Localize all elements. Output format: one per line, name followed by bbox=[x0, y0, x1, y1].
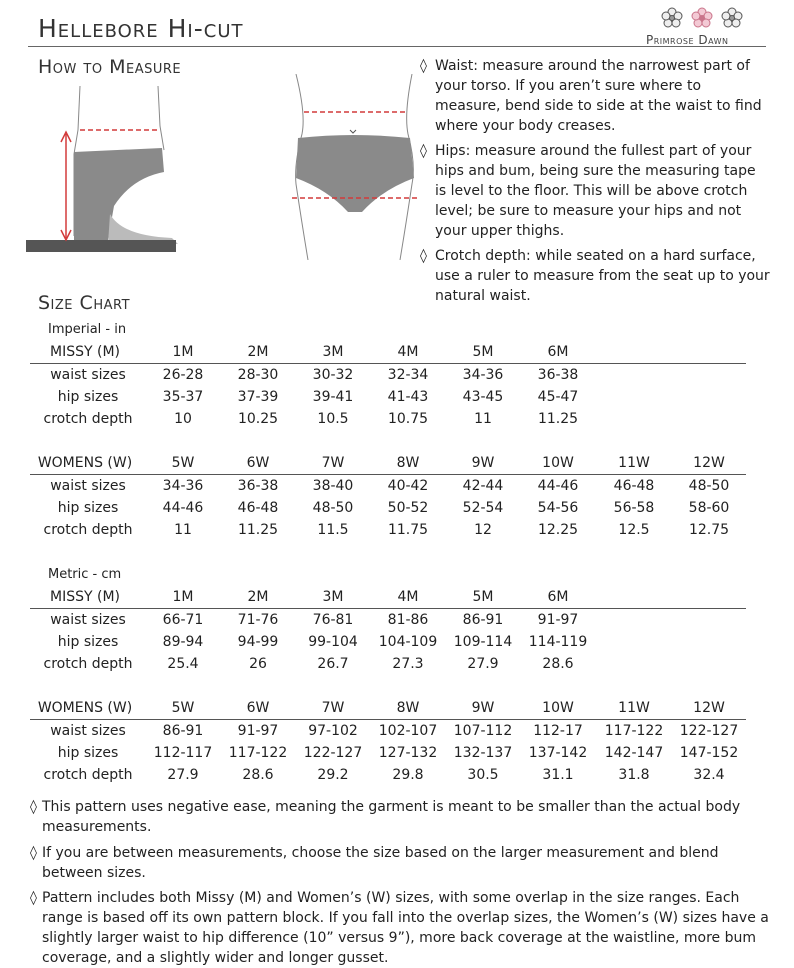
table-cell: 147-152 bbox=[679, 745, 739, 761]
table-cell: 44-46 bbox=[162, 500, 204, 516]
table-cell: 38-40 bbox=[312, 478, 354, 494]
diamond-bullet-icon: ◊ bbox=[420, 58, 427, 74]
note-size-ranges: ◊ Pattern includes both Missy (M) and Women’s (W) sizes, with some overlap in the size ranges. Each range is based off its own pattern block. If you fall into the overlap sizes, the Women’s (W) sizes have a slightly larger waist to hip difference (10” versus 9”), more back coverage at the waistline, more bum coverage, and a slightly wider and longer gusset. bbox=[30, 890, 769, 966]
flower-icon bbox=[662, 8, 682, 27]
table-cell: 89-94 bbox=[162, 634, 204, 650]
table-cell: 29.2 bbox=[317, 767, 349, 783]
table-cell: 37-39 bbox=[237, 389, 279, 405]
size-label: 10W bbox=[542, 700, 574, 716]
diamond-bullet-icon: ◊ bbox=[30, 799, 37, 815]
table-cell: 94-99 bbox=[237, 634, 279, 650]
table-cell: 54-56 bbox=[537, 500, 579, 516]
table-row bbox=[0, 767, 794, 789]
table-cell: 30-32 bbox=[312, 367, 354, 383]
table-cell: 26 bbox=[249, 656, 267, 672]
table-cell: 122-127 bbox=[303, 745, 363, 761]
table-cell: 46-48 bbox=[237, 500, 279, 516]
row-label: hip sizes bbox=[57, 389, 119, 405]
table-cell: 26-28 bbox=[162, 367, 204, 383]
size-label: 1M bbox=[172, 344, 194, 360]
table-cell: 12.5 bbox=[618, 522, 650, 538]
table-row bbox=[0, 656, 794, 678]
table-cell: 32-34 bbox=[387, 367, 429, 383]
table-cell: 76-81 bbox=[312, 612, 354, 628]
table-cell: 112-17 bbox=[533, 723, 583, 739]
table-row bbox=[0, 367, 794, 389]
table-cell: 112-117 bbox=[153, 745, 213, 761]
table-row bbox=[0, 478, 794, 500]
table-row bbox=[0, 723, 794, 745]
size-label: 6W bbox=[246, 455, 270, 471]
table-rule bbox=[30, 719, 746, 720]
size-label: 5M bbox=[472, 589, 494, 605]
table-row bbox=[0, 389, 794, 411]
row-label: hip sizes bbox=[57, 634, 119, 650]
unit-label: Imperial - in bbox=[48, 322, 127, 337]
size-chart-heading: Size Chart bbox=[38, 292, 131, 314]
size-label: 5W bbox=[171, 700, 195, 716]
table-cell: 10 bbox=[174, 411, 192, 427]
table-cell: 10.25 bbox=[237, 411, 279, 427]
front-view-illustration bbox=[288, 74, 422, 260]
table-cell: 32.4 bbox=[693, 767, 725, 783]
table-cell: 27.9 bbox=[167, 767, 199, 783]
table-cell: 40-42 bbox=[387, 478, 429, 494]
table-cell: 28.6 bbox=[242, 767, 274, 783]
table-cell: 39-41 bbox=[312, 389, 354, 405]
table-cell: 114-119 bbox=[528, 634, 588, 650]
table-cell: 34-36 bbox=[462, 367, 504, 383]
table-cell: 122-127 bbox=[679, 723, 739, 739]
row-label: waist sizes bbox=[50, 478, 126, 494]
size-label: 7W bbox=[321, 700, 345, 716]
diamond-bullet-icon: ◊ bbox=[420, 248, 427, 264]
diamond-bullet-icon: ◊ bbox=[30, 890, 37, 906]
size-label: 11W bbox=[618, 455, 650, 471]
table-cell: 31.8 bbox=[618, 767, 650, 783]
table-cell: 58-60 bbox=[688, 500, 730, 516]
size-label: 2M bbox=[247, 589, 269, 605]
size-group-label: WOMENS (W) bbox=[37, 455, 133, 471]
table-cell: 35-37 bbox=[162, 389, 204, 405]
instruction-waist: ◊ Waist: measure around the narrowest part of your torso. If you aren’t sure where to measure, bend side to side at the waist to find where your body creases. bbox=[420, 58, 762, 134]
diamond-bullet-icon: ◊ bbox=[30, 845, 37, 861]
table-cell: 117-122 bbox=[604, 723, 664, 739]
size-label: 6M bbox=[547, 589, 569, 605]
row-label: crotch depth bbox=[43, 522, 133, 538]
table-cell: 11.25 bbox=[237, 522, 279, 538]
size-label: 11W bbox=[618, 700, 650, 716]
table-cell: 27.9 bbox=[467, 656, 499, 672]
table-cell: 91-97 bbox=[237, 723, 279, 739]
table-cell: 99-104 bbox=[308, 634, 358, 650]
table-cell: 142-147 bbox=[604, 745, 664, 761]
note-negative-ease: ◊ This pattern uses negative ease, meaning the garment is meant to be smaller than the actual body measurements. bbox=[30, 799, 741, 835]
table-cell: 48-50 bbox=[312, 500, 354, 516]
table-cell: 71-76 bbox=[237, 612, 279, 628]
table-cell: 28.6 bbox=[542, 656, 574, 672]
table-cell: 29.8 bbox=[392, 767, 424, 783]
table-row bbox=[0, 612, 794, 634]
table-cell: 36-38 bbox=[237, 478, 279, 494]
flower-icon bbox=[692, 8, 712, 27]
table-cell: 11.5 bbox=[317, 522, 349, 538]
table-cell: 12.25 bbox=[537, 522, 579, 538]
table-cell: 127-132 bbox=[378, 745, 438, 761]
table-cell: 28-30 bbox=[237, 367, 279, 383]
table-rule bbox=[30, 363, 746, 364]
table-cell: 34-36 bbox=[162, 478, 204, 494]
table-cell: 66-71 bbox=[162, 612, 204, 628]
side-view-illustration bbox=[22, 86, 182, 254]
flower-icon bbox=[722, 8, 742, 27]
size-label: 2M bbox=[247, 344, 269, 360]
row-label: crotch depth bbox=[43, 656, 133, 672]
table-cell: 11 bbox=[174, 522, 192, 538]
table-cell: 31.1 bbox=[542, 767, 574, 783]
instruction-hips: ◊ Hips: measure around the fullest part of your hips and bum, being sure the measuring tape is level to the floor. This will be above crotch level; be sure to measure your hips and not your upper thighs. bbox=[420, 143, 756, 239]
table-cell: 10.5 bbox=[317, 411, 349, 427]
size-label: 12W bbox=[693, 700, 725, 716]
row-label: crotch depth bbox=[43, 767, 133, 783]
row-label: crotch depth bbox=[43, 411, 133, 427]
table-cell: 43-45 bbox=[462, 389, 504, 405]
size-group-label: WOMENS (W) bbox=[37, 700, 133, 716]
unit-label: Metric - cm bbox=[48, 567, 122, 582]
table-cell: 52-54 bbox=[462, 500, 504, 516]
row-label: waist sizes bbox=[50, 723, 126, 739]
size-label: 9W bbox=[471, 455, 495, 471]
pattern-title: Hellebore Hi-cut bbox=[38, 14, 244, 43]
size-label: 5W bbox=[171, 455, 195, 471]
table-cell: 26.7 bbox=[317, 656, 349, 672]
size-label: 7W bbox=[321, 455, 345, 471]
table-row bbox=[0, 634, 794, 656]
table-cell: 44-46 bbox=[537, 478, 579, 494]
table-cell: 11 bbox=[474, 411, 492, 427]
table-cell: 27.3 bbox=[392, 656, 424, 672]
table-cell: 50-52 bbox=[387, 500, 429, 516]
instruction-crotch-depth: ◊ Crotch depth: while seated on a hard surface, use a ruler to measure from the seat up to your natural waist. bbox=[420, 248, 770, 304]
table-rule bbox=[30, 608, 746, 609]
table-cell: 86-91 bbox=[162, 723, 204, 739]
table-cell: 91-97 bbox=[537, 612, 579, 628]
size-label: 10W bbox=[542, 455, 574, 471]
table-cell: 97-102 bbox=[308, 723, 358, 739]
size-label: 6M bbox=[547, 344, 569, 360]
size-label: 3M bbox=[322, 344, 344, 360]
table-cell: 11.25 bbox=[537, 411, 579, 427]
size-label: 9W bbox=[471, 700, 495, 716]
table-cell: 81-86 bbox=[387, 612, 429, 628]
row-label: waist sizes bbox=[50, 367, 126, 383]
how-to-measure-heading: How to Measure bbox=[38, 56, 182, 78]
table-cell: 42-44 bbox=[462, 478, 504, 494]
table-cell: 132-137 bbox=[453, 745, 513, 761]
table-cell: 41-43 bbox=[387, 389, 429, 405]
size-label: 8W bbox=[396, 455, 420, 471]
table-cell: 25.4 bbox=[167, 656, 199, 672]
table-cell: 10.75 bbox=[387, 411, 429, 427]
table-cell: 109-114 bbox=[453, 634, 513, 650]
table-cell: 56-58 bbox=[613, 500, 655, 516]
table-cell: 107-112 bbox=[453, 723, 513, 739]
note-between-sizes: ◊ If you are between measurements, choose the size based on the larger measurement and blend between sizes. bbox=[30, 845, 719, 881]
size-group-label: MISSY (M) bbox=[50, 589, 120, 605]
brand-name: Primrose Dawn bbox=[646, 33, 729, 47]
table-cell: 117-122 bbox=[228, 745, 288, 761]
table-cell: 137-142 bbox=[528, 745, 588, 761]
table-row bbox=[0, 500, 794, 522]
table-cell: 102-107 bbox=[378, 723, 438, 739]
size-label: 1M bbox=[172, 589, 194, 605]
table-cell: 86-91 bbox=[462, 612, 504, 628]
size-label: 4M bbox=[397, 589, 419, 605]
table-cell: 46-48 bbox=[613, 478, 655, 494]
row-label: waist sizes bbox=[50, 612, 126, 628]
table-cell: 48-50 bbox=[688, 478, 730, 494]
table-cell: 11.75 bbox=[387, 522, 429, 538]
table-cell: 104-109 bbox=[378, 634, 438, 650]
row-label: hip sizes bbox=[57, 500, 119, 516]
diamond-bullet-icon: ◊ bbox=[420, 143, 427, 159]
table-row bbox=[0, 745, 794, 767]
size-label: 6W bbox=[246, 700, 270, 716]
table-row bbox=[0, 522, 794, 544]
size-label: 5M bbox=[472, 344, 494, 360]
table-row bbox=[0, 411, 794, 433]
size-label: 4M bbox=[397, 344, 419, 360]
row-label: hip sizes bbox=[57, 745, 119, 761]
size-label: 12W bbox=[693, 455, 725, 471]
table-cell: 36-38 bbox=[537, 367, 579, 383]
table-cell: 12 bbox=[474, 522, 492, 538]
size-label: 8W bbox=[396, 700, 420, 716]
table-cell: 12.75 bbox=[688, 522, 730, 538]
table-cell: 45-47 bbox=[537, 389, 579, 405]
size-group-label: MISSY (M) bbox=[50, 344, 120, 360]
table-rule bbox=[30, 474, 746, 475]
table-cell: 30.5 bbox=[467, 767, 499, 783]
size-label: 3M bbox=[322, 589, 344, 605]
